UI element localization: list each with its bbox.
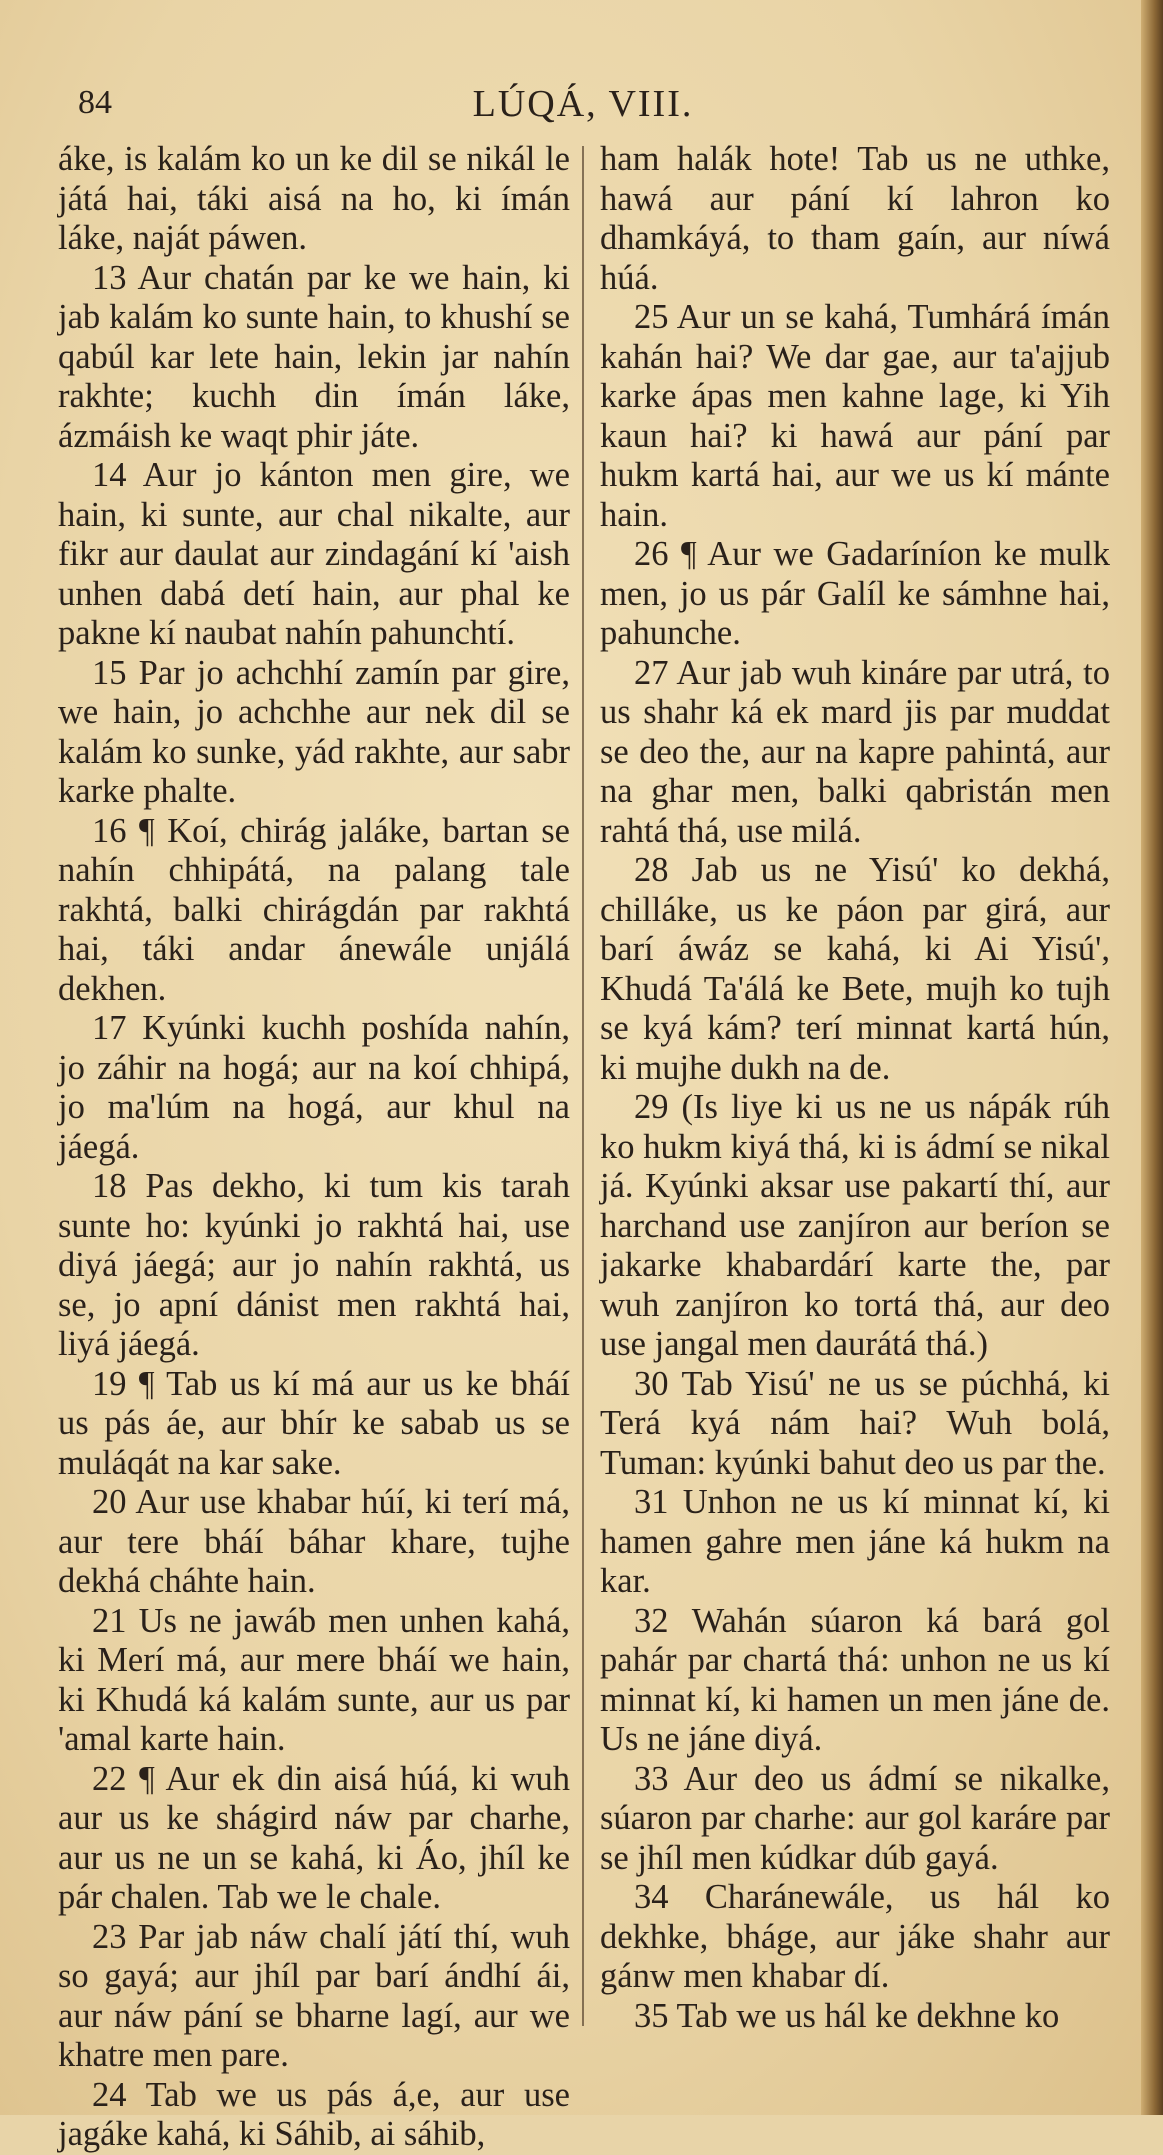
verse-paragraph: 35 Tab we us hál ke dekhne ko <box>634 1996 1060 2035</box>
verse-paragraph: 19 ¶ Tab us kí má aur us ke bháí us pás áe, aur bhír ke sabab us se muláqát na kar sake. <box>58 1364 570 1482</box>
verse-paragraph: 14 Aur jo kánton men gire, we hain, ki sunte, aur chal nikalte, aur fikr aur daulat aur zindagání kí 'aish unhen dabá detí hain, aur phal ke pakne kí naubat nahín pahunchtí. <box>58 456 570 652</box>
verse-paragraph: 25 Aur un se kahá, Tumhárá ímán kahán hai? We dar gae, aur ta'ajjub karke ápas men kahne lage, ki Yih kaun hai? ki hawá aur pání par hukm kartá hai, aur we us kí mánte hain. <box>600 298 1110 534</box>
verse-paragraph: 13 Aur chatán par ke we hain, ki jab kalám ko sunte hain, to khushí se qabúl kar lete hain, lekin jar nahín rakhte; kuchh din ímán láke, ázmáish ke waqt phir játe. <box>58 258 570 455</box>
verse-paragraph: 21 Us ne jawáb men unhen kahá, ki Merí má, aur mere bháí we hain, ki Khudá ká kalám sunte, aur us par 'amal karte hain. <box>58 1601 570 1758</box>
verse-paragraph: 22 ¶ Aur ek din aisá húá, ki wuh aur us ke shágird náw par charhe, aur us ne un se kahá, ki Áo, jhíl ke pár chalen. Tab we le chale. <box>58 1759 570 1916</box>
verse-paragraph: 23 Par jab náw chalí játí thí, wuh so gayá; aur jhíl par barí ándhí ái, aur náw pání se bharne lagí, aur we khatre men pare. <box>58 1917 570 2074</box>
verse-paragraph: 18 Pas dekho, ki tum kis tarah sunte ho: kyúnki jo rakhtá hai, use diyá jáegá; aur jo nahín rakhtá, us se, jo apní dánist men rakhtá hai, liyá jáegá. <box>58 1167 570 1363</box>
verse-paragraph: 15 Par jo achchhí zamín par gire, we hain, jo achchhe aur nek dil se kalám ko sunke, yád rakhte, aur sabr karke phalte. <box>58 653 570 810</box>
verse-paragraph: 33 Aur deo us ádmí se nikalke, súaron par charhe: aur gol karáre par se jhíl men kúdkar dúb gayá. <box>600 1759 1110 1877</box>
verse-paragraph: 32 Wahán súaron ká bará gol pahár par chartá thá: unhon ne us kí minnat kí, ki hamen un men jáne de. Us ne jáne diyá. <box>600 1601 1110 1758</box>
verse-paragraph: 27 Aur jab wuh kináre par utrá, to us shahr ká ek mard jis par muddat se deo the, aur na kapre pahintá, aur na ghar men, balki qabristán men rahtá thá, use milá. <box>600 653 1110 850</box>
page-header <box>58 82 1108 142</box>
column-divider <box>582 146 584 2026</box>
verse-paragraph: 24 Tab we us pás á,e, aur use jagáke kahá, ki Sáhib, ai sáhib, <box>58 2075 570 2153</box>
verse-paragraph: ham halák hote! Tab us ne uthke, hawá aur pání kí lahron ko dhamkáyá, to tham gaín, aur níwá húá. <box>600 140 1110 297</box>
right-column <box>600 140 1110 2036</box>
verse-paragraph: 30 Tab Yisú' ne us se púchhá, ki Terá kyá nám hai? Wuh bolá, Tuman: kyúnki bahut deo us par the. <box>600 1364 1110 1482</box>
left-column <box>58 140 570 2155</box>
verse-paragraph: 29 (Is liye ki us ne us nápák rúh ko hukm kiyá thá, ki is ádmí se nikal já. Kyúnki aksar use pakartí thí, aur harchand use zanjíron aur beríon se jakarke khabardárí karte the, par wuh zanjíron ko tortá thá, aur deo use jangal men daurátá thá.) <box>600 1088 1110 1363</box>
page-number: 84 <box>78 84 112 121</box>
verse-paragraph: áke, is kalám ko un ke dil se nikál le játá hai, táki aisá na ho, ki ímán láke, naját páwen. <box>58 140 570 257</box>
verse-paragraph: 28 Jab us ne Yisú' ko dekhá, chilláke, us ke páon par girá, aur barí áwáz se kahá, ki Ai Yisú', Khudá Ta'álá ke Bete, mujh ko tujh se kyá kám? terí minnat kartá hún, ki mujhe dukh na de. <box>600 851 1110 1087</box>
running-title: LÚQÁ, VIII. <box>472 83 694 125</box>
verse-paragraph: 34 Charánewále, us hál ko dekhke, bháge, aur jáke shahr aur gánw men khabar dí. <box>600 1878 1110 1995</box>
verse-paragraph: 20 Aur use khabar húí, ki terí má, aur tere bháí báhar khare, tujhe dekhá cháhte hain. <box>58 1483 570 1600</box>
page-edge <box>1141 0 1163 2115</box>
verse-paragraph: 26 ¶ Aur we Gadaríníon ke mulk men, jo us pár Galíl ke sámhne hai, pahunche. <box>600 535 1110 652</box>
verse-paragraph: 31 Unhon ne us kí minnat kí, ki hamen gahre men jáne ká hukm na kar. <box>600 1483 1110 1600</box>
verse-paragraph: 17 Kyúnki kuchh poshída nahín, jo záhir na hogá; aur na koí chhipá, jo ma'lúm na hogá, aur khul na jáegá. <box>58 1009 570 1166</box>
verse-paragraph: 16 ¶ Koí, chirág jaláke, bartan se nahín chhipátá, na palang tale rakhtá, balki chirágdán par rakhtá hai, táki andar ánewále unjálá dekhen. <box>58 811 570 1008</box>
